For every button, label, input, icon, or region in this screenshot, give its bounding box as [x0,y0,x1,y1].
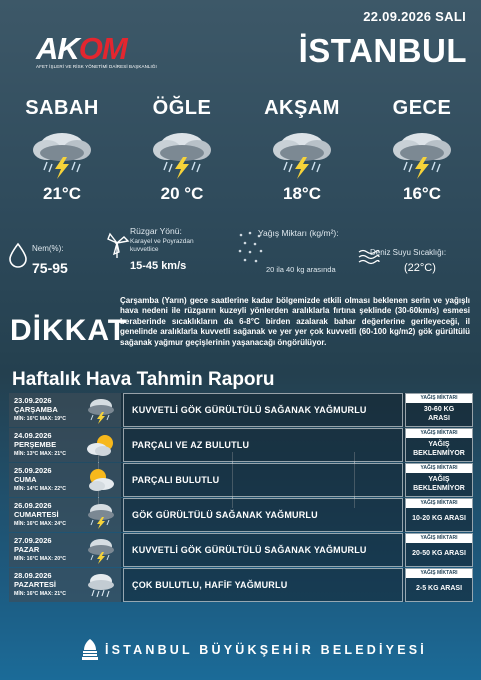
row-day: PAZAR [14,545,40,555]
rain-cell [405,498,473,532]
period-evening [242,97,362,204]
weekly-forecast-table [9,393,473,604]
row-minmax: MİN: 16°C MAX: 20°C [14,556,66,563]
row-minmax: MİN: 14°C MAX: 22°C [14,486,66,493]
warning-title: DİKKAT [10,314,128,347]
row-description: PARÇALI BULUTLU [132,475,220,486]
forecast-row [9,498,473,532]
period-name: GECE [392,97,452,119]
humidity-stat [8,224,98,290]
rain-amount-line: 30-60 KG [423,406,455,413]
day-cell [9,393,121,427]
wind-description: Karayel ve Poyrazdan kuvvetlice [130,238,194,253]
sea-temp-stat [358,224,476,290]
row-minmax: MİN: 13°C MAX: 21°C [14,451,66,458]
rain-header: YAĞIŞ MİKTARI [406,464,472,473]
storm-cloud-icon [265,126,339,180]
rain-amount-line: YAĞIŞ [428,441,450,449]
forecast-row [9,568,473,602]
row-date: 23.09.2026 [14,396,52,405]
row-date: 27.09.2026 [14,536,52,546]
sea-temp-label: Deniz Suyu Sıcaklığı: [370,248,447,257]
drop-icon [8,242,28,268]
rain-amount [406,440,472,458]
period-temp: 21°C [43,184,81,203]
sea-temp-value: (22°C) [404,262,436,274]
row-minmax: MİN: 16°C MAX: 24°C [14,521,66,528]
desc-cell [123,568,403,602]
storm-cloud-icon [385,126,459,180]
rain-header: YAĞIŞ MİKTARI [406,429,472,438]
rain-cell [405,393,473,427]
humidity-label: Nem(%): [32,244,64,253]
warning-text: Çarşamba (Yarın) gece saatlerine kadar bölgemizde etkili olması beklenen serin ve yağışlı hava nedeni ile rüzgarın kuzeyli yönlerden aralıklarla fırtına şeklinde (30-60km/s) esmesi beraberinde sıcaklıkların da 6-8°C birden azalarak bahar değerlerine gerileyeceği, il genelinde aralıklarla kuvvetli sağanak ve yer yer çok kuvvetli (60-100 kg/m2) gök gürültülü sağanak yağmur geçişlerinin yaşanacağı öngörülüyor. [120,296,470,347]
day-cell [9,568,121,602]
windmill-icon [104,230,130,258]
row-day: PAZARTESİ [14,580,56,590]
rain-cell [405,463,473,497]
period-name: ÖĞLE [152,97,212,119]
date-label: 22.09.2026 SALI [363,9,466,24]
wind-stat [102,224,232,290]
rain-amount-line: ARASI [428,415,450,422]
desc-cell [123,463,403,497]
period-temp: 18°C [283,184,321,203]
ibb-logo-icon [80,638,100,662]
day-cell [9,428,121,462]
period-temp: 20 °C [160,184,204,203]
rain-header: YAĞIŞ MİKTARI [406,394,472,403]
desc-cell [123,498,403,532]
sun-cloud-icon [85,466,117,494]
wind-label: Rüzgar Yönü: [130,226,182,236]
rain-amount: 20-50 KG ARASI [412,550,466,558]
rain-amount-line: BEKLENMİYOR [413,450,465,458]
row-date: 24.09.2026 [14,431,52,441]
row-day: CUMA [14,475,37,485]
period-temp: 16°C [403,184,441,203]
logo-text [36,31,170,66]
rain-amount [406,405,472,423]
row-date: 28.09.2026 [14,571,52,581]
row-day: CUMARTESİ [14,510,59,520]
row-date: 26.09.2026 [14,501,52,511]
rain-cell [405,533,473,567]
akom-logo [36,31,170,76]
rain-stat [236,224,352,290]
city-title: İSTANBUL [298,32,467,69]
row-day: ÇARŞAMBA [14,405,58,414]
rain-cloud-icon [85,571,117,599]
day-cell [9,533,121,567]
stats-row [0,224,481,290]
forecast-row [9,428,473,462]
rain-header: YAĞIŞ MİKTARI [406,534,472,543]
logo-subtitle: AFET İŞLERİ VE RİSK YÖNETİMİ DAİRESİ BAŞKANLIĞI [36,64,157,69]
forecast-row [9,463,473,497]
period-night [362,97,481,204]
rain-cell [405,568,473,602]
day-cell [9,498,121,532]
storm-cloud-icon [85,501,117,529]
row-description: KUVVETLİ GÖK GÜRÜLTÜLÜ SAĞANAK YAĞMURLU [132,405,367,415]
footer-text: İSTANBUL BÜYÜKŞEHİR BELEDİYESİ [105,643,427,657]
rain-amount: 2-5 KG ARASI [415,585,463,593]
footer [80,638,440,662]
row-minmax: MİN: 16°C MAX: 19°C [14,416,66,422]
desc-cell [123,393,403,427]
rain-header: YAĞIŞ MİKTARI [406,569,472,578]
period-name: AKŞAM [264,97,340,119]
logo-text-white: AK [36,31,79,66]
period-morning [2,97,122,204]
day-cell [9,463,121,497]
sun-cloud-icon [85,431,117,459]
wind-speed: 15-45 km/s [130,260,187,272]
rain-cell [405,428,473,462]
row-day: PERŞEMBE [14,440,57,450]
rain-amount-line: BEKLENMİYOR [413,485,465,493]
rain-label: Yağış Miktarı (kg/m²): [258,228,339,238]
rain-header: YAĞIŞ MİKTARI [406,499,472,508]
row-date: 25.09.2026 [14,466,52,476]
rain-amount: 10-20 KG ARASI [412,515,466,523]
row-description: KUVVETLİ GÖK GÜRÜLTÜLÜ SAĞANAK YAĞMURLU [132,545,367,556]
logo-text-red: OM [78,31,127,66]
humidity-value: 75-95 [32,260,68,276]
day-periods [0,97,481,217]
weekly-title: Haftalık Hava Tahmin Raporu [12,369,275,390]
row-description: GÖK GÜRÜLTÜLÜ SAĞANAK YAĞMURLU [132,510,318,521]
rain-amount [406,475,472,493]
period-name: SABAH [25,97,99,119]
row-description: ÇOK BULUTLU, HAFİF YAĞMURLU [132,580,288,591]
rain-amount-line: YAĞIŞ [428,476,450,484]
forecast-row [9,393,473,427]
desc-cell [123,533,403,567]
storm-cloud-icon [85,536,117,564]
rain-value: 20 ila 40 kg arasında [266,265,336,274]
desc-cell [123,428,403,462]
row-description: PARÇALI VE AZ BULUTLU [132,440,250,451]
storm-cloud-icon [25,126,99,180]
forecast-row [9,533,473,567]
storm-cloud-icon [85,396,117,424]
storm-cloud-icon [145,126,219,180]
period-noon [122,97,242,204]
row-minmax: MİN: 16°C MAX: 21°C [14,591,66,598]
